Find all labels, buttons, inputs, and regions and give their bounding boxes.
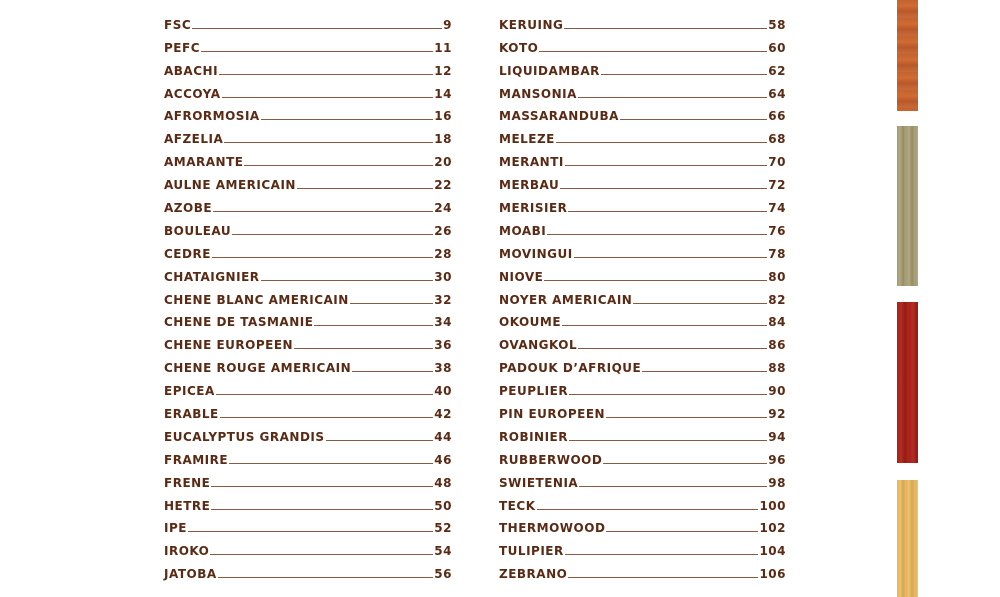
toc-leader-line — [229, 463, 433, 464]
toc-leader-line — [579, 486, 767, 487]
toc-entry-page: 42 — [434, 407, 452, 422]
toc-entry-name: AZOBE — [164, 201, 213, 216]
toc-leader-line — [562, 325, 767, 326]
toc-entry[interactable] — [499, 261, 786, 284]
toc-entry-page: 78 — [768, 246, 786, 261]
toc-entry-page: 18 — [434, 132, 452, 147]
toc-column-right — [499, 9, 786, 581]
toc-leader-line — [601, 74, 767, 75]
toc-entry[interactable] — [499, 352, 786, 375]
toc-entry-page: 14 — [434, 86, 452, 101]
toc-entry-page: 70 — [768, 155, 786, 170]
toc-leader-line — [210, 554, 433, 555]
toc-entry[interactable] — [164, 55, 452, 78]
toc-entry[interactable] — [164, 215, 452, 238]
wood-swatch-olive — [897, 126, 918, 286]
toc-entry[interactable] — [164, 398, 452, 421]
toc-leader-line — [350, 303, 433, 304]
toc-entry-page: 68 — [768, 132, 786, 147]
toc-leader-line — [606, 531, 758, 532]
toc-entry-name: PEUPLIER — [499, 384, 569, 399]
toc-entry[interactable] — [164, 490, 452, 513]
toc-entry-name: CHENE DE TASMANIE — [164, 315, 314, 330]
toc-entry-name: ZEBRANO — [499, 567, 568, 582]
toc-entry[interactable] — [164, 238, 452, 261]
toc-leader-line — [568, 577, 758, 578]
toc-entry[interactable] — [164, 444, 452, 467]
toc-entry-name: FSC — [164, 17, 192, 32]
toc-entry[interactable] — [164, 192, 452, 215]
toc-entry[interactable] — [164, 307, 452, 330]
toc-leader-line — [568, 211, 767, 212]
toc-entry-name: THERMOWOOD — [499, 521, 606, 536]
toc-leader-line — [297, 188, 433, 189]
toc-leader-line — [232, 234, 433, 235]
toc-entry[interactable] — [164, 467, 452, 490]
toc-entry[interactable] — [499, 444, 786, 467]
toc-leader-line — [539, 51, 767, 52]
toc-entry[interactable] — [499, 169, 786, 192]
toc-entry-page: 92 — [768, 407, 786, 422]
toc-entry-page: 98 — [768, 475, 786, 490]
toc-entry-page: 46 — [434, 452, 452, 467]
toc-entry-name: LIQUIDAMBAR — [499, 63, 600, 78]
toc-entry-name: IPE — [164, 521, 187, 536]
toc-entry[interactable] — [499, 238, 786, 261]
toc-entry-name: CHENE EUROPEEN — [164, 338, 294, 353]
toc-entry-name: SWIETENIA — [499, 475, 579, 490]
toc-entry-page: 62 — [768, 63, 786, 78]
toc-entry-page: 100 — [759, 498, 786, 513]
toc-entry[interactable] — [499, 78, 786, 101]
toc-entry-name: CHENE ROUGE AMERICAIN — [164, 361, 352, 376]
toc-entry[interactable] — [164, 284, 452, 307]
toc-leader-line — [224, 142, 433, 143]
toc-leader-line — [211, 509, 433, 510]
toc-leader-line — [220, 417, 434, 418]
toc-entry-page: 82 — [768, 292, 786, 307]
toc-entry-page: 106 — [759, 567, 786, 582]
toc-leader-line — [537, 509, 759, 510]
toc-entry-name: MERBAU — [499, 178, 560, 193]
toc-leader-line — [565, 165, 767, 166]
toc-entry[interactable] — [499, 535, 786, 558]
toc-entry-name: IROKO — [164, 544, 210, 559]
toc-entry-name: BOULEAU — [164, 223, 232, 238]
toc-leader-line — [222, 97, 434, 98]
toc-leader-line — [547, 234, 767, 235]
toc-entry[interactable] — [499, 55, 786, 78]
toc-entry-page: 24 — [434, 201, 452, 216]
toc-leader-line — [569, 394, 767, 395]
toc-entry-page: 32 — [434, 292, 452, 307]
toc-entry[interactable] — [499, 513, 786, 536]
toc-entry-page: 74 — [768, 201, 786, 216]
toc-entry[interactable] — [164, 101, 452, 124]
toc-entry-name: FRAMIRE — [164, 452, 229, 467]
toc-entry-page: 66 — [768, 109, 786, 124]
toc-column-left — [164, 9, 452, 581]
toc-entry-name: PIN EUROPEEN — [499, 407, 606, 422]
toc-entry-page: 104 — [759, 544, 786, 559]
toc-entry-name: AFZELIA — [164, 132, 224, 147]
toc-entry-page: 102 — [759, 521, 786, 536]
toc-entry-page: 36 — [434, 338, 452, 353]
toc-entry[interactable] — [164, 352, 452, 375]
toc-entry-name: MANSONIA — [499, 86, 577, 101]
toc-entry[interactable] — [164, 169, 452, 192]
toc-entry-name: HETRE — [164, 498, 211, 513]
toc-leader-line — [201, 51, 433, 52]
toc-entry-name: NIOVE — [499, 269, 544, 284]
toc-entry-page: 34 — [434, 315, 452, 330]
toc-entry-name: MERANTI — [499, 155, 564, 170]
toc-entry-page: 26 — [434, 223, 452, 238]
toc-entry[interactable] — [499, 421, 786, 444]
toc-entry-name: ROBINIER — [499, 429, 568, 444]
toc-entry-name: MELEZE — [499, 132, 555, 147]
toc-entry-name: RUBBERWOOD — [499, 452, 603, 467]
toc-entry-page: 56 — [434, 567, 452, 582]
toc-leader-line — [633, 303, 767, 304]
toc-entry[interactable] — [499, 9, 786, 32]
toc-entry-name: PADOUK D’AFRIQUE — [499, 361, 642, 376]
toc-entry-page: 28 — [434, 246, 452, 261]
toc-leader-line — [326, 440, 434, 441]
toc-entry[interactable] — [164, 558, 452, 581]
toc-entry[interactable] — [499, 307, 786, 330]
toc-entry[interactable] — [499, 146, 786, 169]
toc-leader-line — [212, 257, 433, 258]
toc-entry[interactable] — [164, 78, 452, 101]
toc-entry-name: EPICEA — [164, 384, 215, 399]
toc-entry[interactable] — [164, 32, 452, 55]
toc-leader-line — [578, 348, 767, 349]
toc-entry-page: 22 — [434, 178, 452, 193]
toc-entry-name: MOVINGUI — [499, 246, 573, 261]
toc-leader-line — [192, 28, 442, 29]
toc-leader-line — [606, 417, 767, 418]
toc-leader-line — [211, 486, 433, 487]
toc-leader-line — [642, 371, 767, 372]
toc-entry-name: NOYER AMERICAIN — [499, 292, 633, 307]
toc-entry-name: OVANGKOL — [499, 338, 578, 353]
toc-leader-line — [219, 74, 433, 75]
toc-entry[interactable] — [499, 467, 786, 490]
toc-leader-line — [620, 119, 767, 120]
toc-entry-name: ACCOYA — [164, 86, 221, 101]
toc-entry-page: 38 — [434, 361, 452, 376]
toc-entry-name: JATOBA — [164, 567, 217, 582]
toc-entry[interactable] — [499, 101, 786, 124]
toc-leader-line — [569, 440, 767, 441]
toc-entry[interactable] — [164, 513, 452, 536]
toc-entry-name: MERISIER — [499, 201, 568, 216]
toc-entry[interactable] — [164, 421, 452, 444]
toc-leader-line — [574, 257, 768, 258]
toc-entry-page: 16 — [434, 109, 452, 124]
toc-entry[interactable] — [164, 329, 452, 352]
toc-leader-line — [244, 165, 433, 166]
toc-entry[interactable] — [499, 375, 786, 398]
toc-entry-page: 72 — [768, 178, 786, 193]
toc-entry-page: 40 — [434, 384, 452, 399]
toc-entry-page: 11 — [434, 40, 452, 55]
toc-entry-page: 58 — [768, 17, 786, 32]
toc-entry[interactable] — [499, 32, 786, 55]
toc-entry[interactable] — [164, 261, 452, 284]
toc-entry-name: TULIPIER — [499, 544, 564, 559]
toc-entry-name: KOTO — [499, 40, 539, 55]
toc-entry-page: 84 — [768, 315, 786, 330]
toc-leader-line — [261, 119, 434, 120]
toc-entry-page: 50 — [434, 498, 452, 513]
toc-entry-name: AULNE AMERICAIN — [164, 178, 296, 193]
toc-entry[interactable] — [499, 329, 786, 352]
toc-entry[interactable] — [499, 123, 786, 146]
toc-entry[interactable] — [499, 398, 786, 421]
toc-entry[interactable] — [499, 215, 786, 238]
toc-leader-line — [560, 188, 767, 189]
toc-entry-page: 76 — [768, 223, 786, 238]
toc-entry-name: CHATAIGNIER — [164, 269, 260, 284]
toc-entry[interactable] — [499, 558, 786, 581]
toc-entry-page: 90 — [768, 384, 786, 399]
toc-entry-name: AMARANTE — [164, 155, 244, 170]
toc-entry-name: AFRORMOSIA — [164, 109, 260, 124]
toc-leader-line — [565, 554, 759, 555]
toc-entry[interactable] — [499, 192, 786, 215]
toc-leader-line — [564, 28, 767, 29]
toc-entry[interactable] — [164, 123, 452, 146]
toc-entry-page: 52 — [434, 521, 452, 536]
wood-swatch-yellow — [897, 480, 918, 597]
wood-swatch-red — [897, 302, 918, 463]
toc-entry-name: CEDRE — [164, 246, 211, 261]
toc-entry-page: 12 — [434, 63, 452, 78]
toc-entry-page: 44 — [434, 429, 452, 444]
toc-leader-line — [603, 463, 767, 464]
toc-leader-line — [188, 531, 433, 532]
toc-entry-name: MOABI — [499, 223, 547, 238]
toc-leader-line — [544, 280, 767, 281]
toc-entry-name: CHENE BLANC AMERICAIN — [164, 292, 349, 307]
toc-entry-name: KERUING — [499, 17, 564, 32]
toc-leader-line — [213, 211, 433, 212]
toc-leader-line — [352, 371, 433, 372]
toc-leader-line — [294, 348, 433, 349]
toc-entry-name: PEFC — [164, 40, 200, 55]
toc-entry-page: 60 — [768, 40, 786, 55]
toc-entry-page: 86 — [768, 338, 786, 353]
toc-entry[interactable] — [499, 490, 786, 513]
toc-entry[interactable] — [164, 375, 452, 398]
toc-leader-line — [218, 577, 434, 578]
toc-entry-page: 88 — [768, 361, 786, 376]
toc-entry-name: ERABLE — [164, 407, 219, 422]
toc-entry-page: 96 — [768, 452, 786, 467]
toc-leader-line — [556, 142, 767, 143]
toc-entry-name: MASSARANDUBA — [499, 109, 619, 124]
toc-entry-name: EUCALYPTUS GRANDIS — [164, 429, 325, 444]
toc-entry[interactable] — [499, 284, 786, 307]
toc-entry[interactable] — [164, 9, 452, 32]
toc-entry-page: 80 — [768, 269, 786, 284]
toc-entry-name: ABACHI — [164, 63, 219, 78]
toc-entry[interactable] — [164, 146, 452, 169]
toc-entry-page: 9 — [443, 17, 452, 32]
toc-entry-name: OKOUME — [499, 315, 562, 330]
toc-leader-line — [314, 325, 433, 326]
toc-leader-line — [216, 394, 434, 395]
toc-entry-page: 64 — [768, 86, 786, 101]
toc-entry[interactable] — [164, 535, 452, 558]
toc-entry-page: 54 — [434, 544, 452, 559]
toc-entry-page: 48 — [434, 475, 452, 490]
toc-entry-page: 30 — [434, 269, 452, 284]
toc-leader-line — [261, 280, 434, 281]
toc-entry-name: TECK — [499, 498, 536, 513]
toc-entry-name: FRENE — [164, 475, 211, 490]
toc-leader-line — [578, 97, 767, 98]
toc-entry-page: 94 — [768, 429, 786, 444]
wood-swatch-orange — [897, 0, 918, 111]
toc-entry-page: 20 — [434, 155, 452, 170]
